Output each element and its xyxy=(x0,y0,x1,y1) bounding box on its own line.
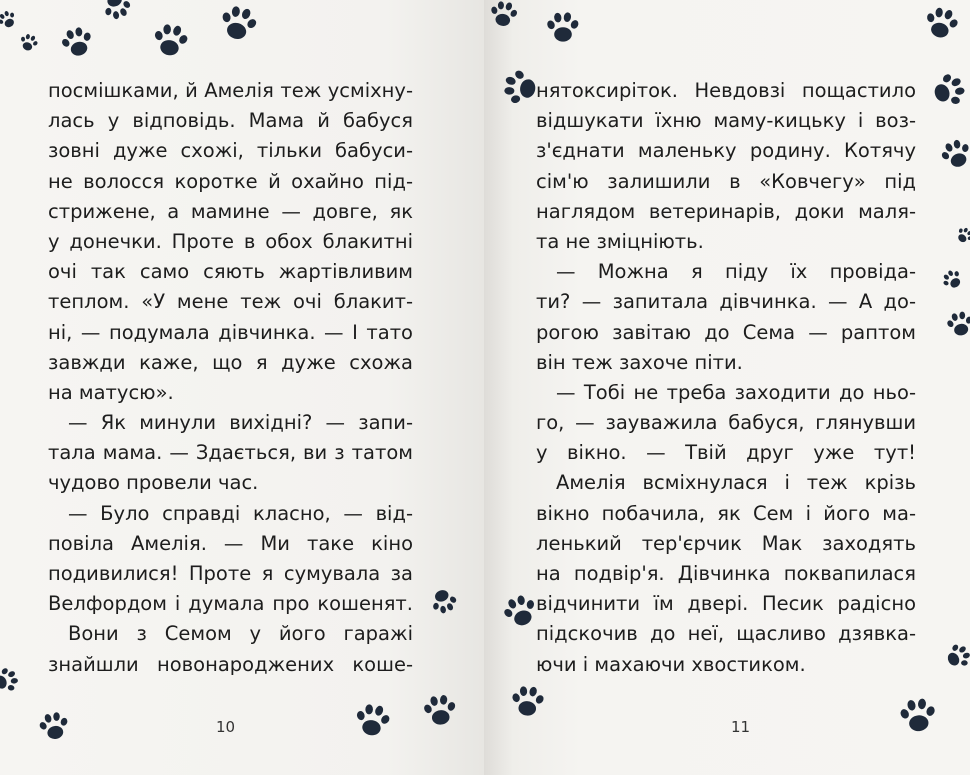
paw-print-icon xyxy=(543,8,583,44)
text-line: Велфордом і думала про кошенят. xyxy=(48,592,413,616)
text-line: завжди каже, що я дуже схожа xyxy=(48,350,413,374)
text-line: теплом. «У мене теж очі блакит- xyxy=(48,290,413,314)
text-line: ти? — запитала дівчинка. — А до- xyxy=(536,290,916,314)
left-page-text xyxy=(48,76,413,680)
text-line: та не зміцніють. xyxy=(536,229,704,253)
paw-print-icon xyxy=(894,692,941,736)
page-number: 10 xyxy=(216,718,236,736)
text-line: відчинити їм двері. Песик радісно xyxy=(536,592,916,616)
page-number: 11 xyxy=(731,718,751,736)
text-line: на матусю». xyxy=(48,380,174,404)
text-line: лась у відповідь. Мама й бабуся xyxy=(48,109,413,133)
text-line: ленький тер'єрчик Мак заходять xyxy=(536,531,916,555)
paw-print-icon xyxy=(349,697,397,742)
text-line: не волосся коротке й охайно під- xyxy=(48,169,413,193)
text-line: — Тобі не треба заходити до ньо- xyxy=(556,380,916,404)
text-line: тала мама. — Здається, ви з татом xyxy=(48,441,413,465)
text-line: наглядом ветеринарів, доки маля- xyxy=(536,199,916,223)
text-line: — Було справді класно, — від- xyxy=(68,501,413,525)
text-line: очі так само сяють жартівливим xyxy=(48,260,413,284)
text-line: подивилися! Проте я сумувала за xyxy=(48,562,413,585)
right-page xyxy=(484,0,970,775)
paw-print-icon xyxy=(147,17,195,62)
text-line: вікно побачила, як Сем і його ма- xyxy=(536,501,916,525)
text-line: рогою завітаю до Сема — раптом xyxy=(536,320,916,344)
text-line: ючи і махаючи хвостиком. xyxy=(536,652,806,676)
text-line: підскочив до неї, щасливо дзявка- xyxy=(536,622,916,646)
text-line: чудово провели час. xyxy=(48,471,259,495)
text-line: стрижене, а мамине — довге, як xyxy=(48,199,413,223)
paw-print-icon xyxy=(418,688,461,729)
left-page xyxy=(0,0,484,775)
right-page-text xyxy=(536,76,916,680)
paw-print-icon xyxy=(507,680,550,719)
text-line: — Можна я піду їх провіда- xyxy=(556,260,916,284)
text-line: на подвір'я. Дівчинка поквапилася xyxy=(536,562,916,585)
text-line: він теж захоче піти. xyxy=(536,350,743,374)
text-line: Вони з Семом у його гаражі xyxy=(68,622,413,646)
text-line: повіла Амелія. — Ми таке кіно xyxy=(48,531,413,555)
text-line: у вікно. — Твій друг уже тут! xyxy=(536,441,916,465)
paw-print-icon xyxy=(942,305,970,340)
text-line: зовні дуже схожі, тільки бабуси- xyxy=(48,139,413,163)
text-line: у донечки. Проте в обох блакитні xyxy=(48,229,413,253)
text-line: сім'ю залишили в «Ковчегу» під xyxy=(536,169,916,193)
text-line: знайшли новонароджених коше- xyxy=(48,652,413,676)
paw-print-icon xyxy=(33,705,74,745)
text-line: з'єднати маленьку родину. Котячу xyxy=(536,139,916,163)
text-line: Амелія всміхнулася і теж крізь xyxy=(556,471,916,495)
text-line: — Як минули вихідні? — запи- xyxy=(68,411,413,435)
text-line: посмішками, й Амелія теж усміхну- xyxy=(48,79,413,102)
paw-print-icon xyxy=(497,63,542,111)
text-line: нятоксиріток. Невдовзі пощастило xyxy=(536,79,916,102)
text-line: го, — зауважила бабуся, глянувши xyxy=(536,411,916,435)
text-line: відшукати їхню маму-кицьку і воз- xyxy=(536,109,916,133)
text-line: ні, — подумала дівчинка. — І тато xyxy=(48,320,413,344)
